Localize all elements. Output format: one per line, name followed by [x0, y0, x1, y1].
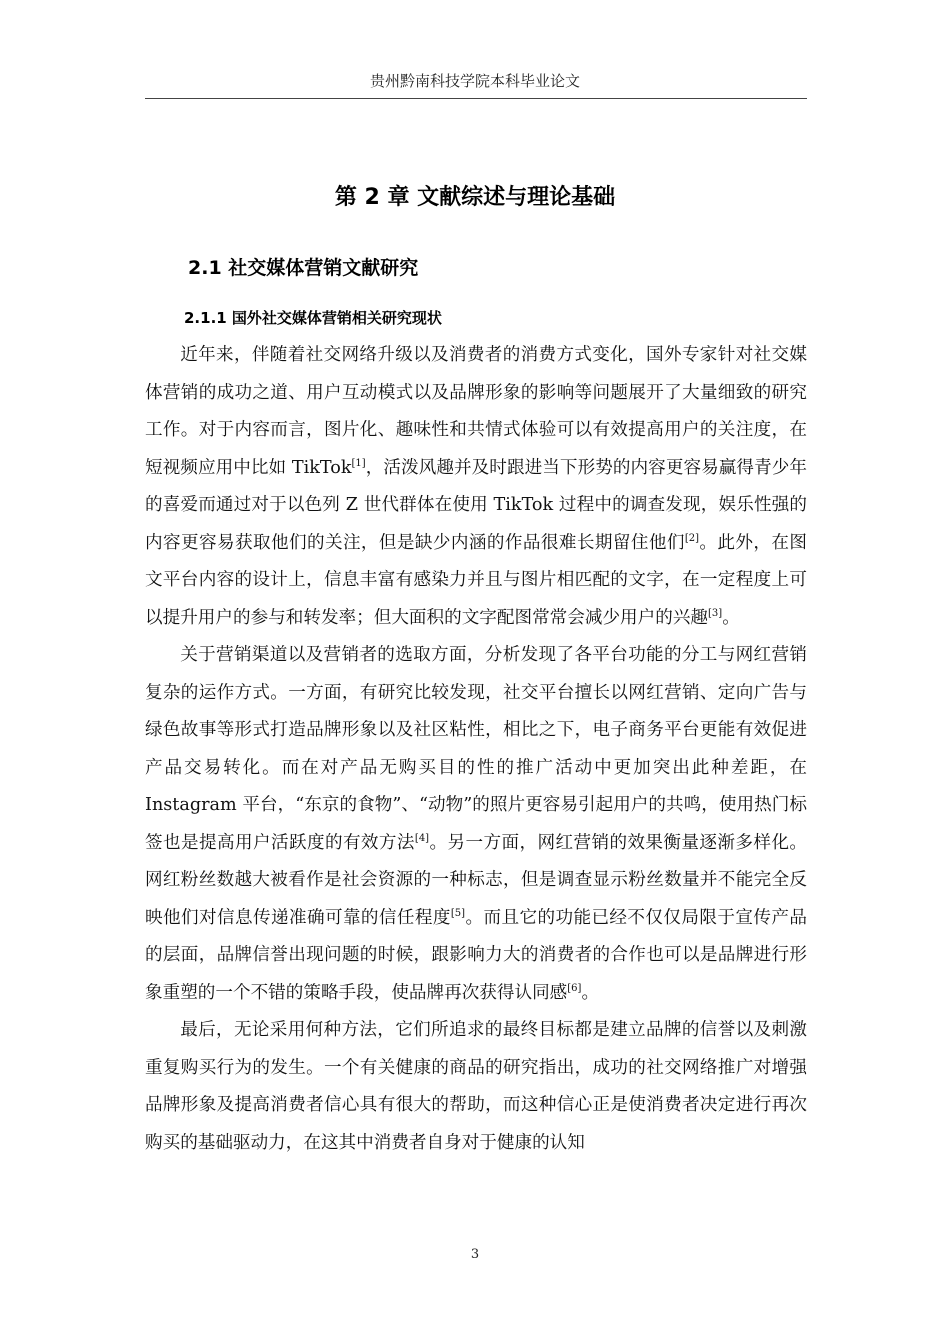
paragraph-text: 。	[722, 607, 740, 628]
running-header: 贵州黔南科技学院本科毕业论文	[369, 72, 580, 90]
citation-ref: [2]	[684, 532, 700, 544]
paragraph-text: 最后，无论采用何种方法，它们所追求的最终目标都是建立品牌的信誉以及刺激重复购买行为的发生。一个有关健康的商品的研究指出，成功的社交网络推广对增强品牌形象及提高消费者信心具有很大的帮助，而这种信心正是使消费者决定进行再次购买的基础驱动力，在这其中消费者自身对于健康的认知	[145, 1020, 807, 1153]
citation-ref: [4]	[414, 832, 430, 844]
body-text	[145, 337, 807, 1162]
paragraph-text: 。而且它的功能已经不仅仅局限于宣传产品的层面，品牌信誉出现问题的时候，跟影响力大的消费者的合作也可以是品牌进行形象重塑的一个不错的策略手段，使品牌再次获得认同感	[145, 907, 807, 1003]
citation-ref: [6]	[567, 982, 582, 994]
paragraph-text: 。	[581, 982, 600, 1003]
paragraph-text: ，活泼风趣并及时跟进当下形势的内容更容易赢得青少年的喜爱而通过对于以色列 Z 世代群体在使用 TikTok 过程中的调查发现，娱乐性强的内容更容易获取他们的关注，但是缺少内涵的作品很难长期留住他们	[145, 457, 807, 553]
subsection-title: 2.1.1 国外社交媒体营销相关研究现状	[184, 309, 442, 327]
paragraph	[145, 637, 807, 1012]
paragraph-text: 。另一方面，网红营销的效果衡量逐渐多样化。网红粉丝数越大被看作是社会资源的一种标志，但是调查显示粉丝数量并不能完全反映他们对信息传递准确可靠的信任程度	[145, 832, 807, 928]
citation-ref: [5]	[450, 907, 466, 919]
paragraph	[145, 1012, 807, 1162]
header-divider	[145, 98, 807, 99]
paragraph-text: 近年来，伴随着社交网络升级以及消费者的消费方式变化，国外专家针对社交媒体营销的成功之道、用户互动模式以及品牌形象的影响等问题展开了大量细致的研究工作。对于内容而言，图片化、趣味性和共情式体验可以有效提高用户的关注度，在短视频应用中比如 TikTok	[145, 345, 807, 478]
chapter-title: 第 2 章 文献综述与理论基础	[334, 185, 616, 210]
paragraph	[145, 337, 807, 637]
page-number: 3	[470, 1247, 480, 1262]
paragraph-text: 关于营销渠道以及营销者的选取方面，分析发现了各平台功能的分工与网红营销复杂的运作方式。一方面，有研究比较发现，社交平台擅长以网红营销、定向广告与绿色故事等形式打造品牌形象以及社区粘性，相比之下，电子商务平台更能有效促进产品交易转化。而在对产品无购买目的性的推广活动中更加突出此种差距，在 Instagram 平台，“东京的食物”、“动物”的照片更容易引起用户的共鸣，使用热门标签也是提高用户活跃度的有效方法	[145, 645, 807, 853]
citation-ref: [1]	[351, 457, 366, 469]
section-title: 2.1 社交媒体营销文献研究	[188, 257, 419, 279]
citation-ref: [3]	[708, 607, 723, 619]
paragraph-text: 。此外，在图文平台内容的设计上，信息丰富有感染力并且与图片相匹配的文字，在一定程度上可以提升用户的参与和转发率；但大面积的文字配图常常会减少用户的兴趣	[145, 532, 807, 628]
